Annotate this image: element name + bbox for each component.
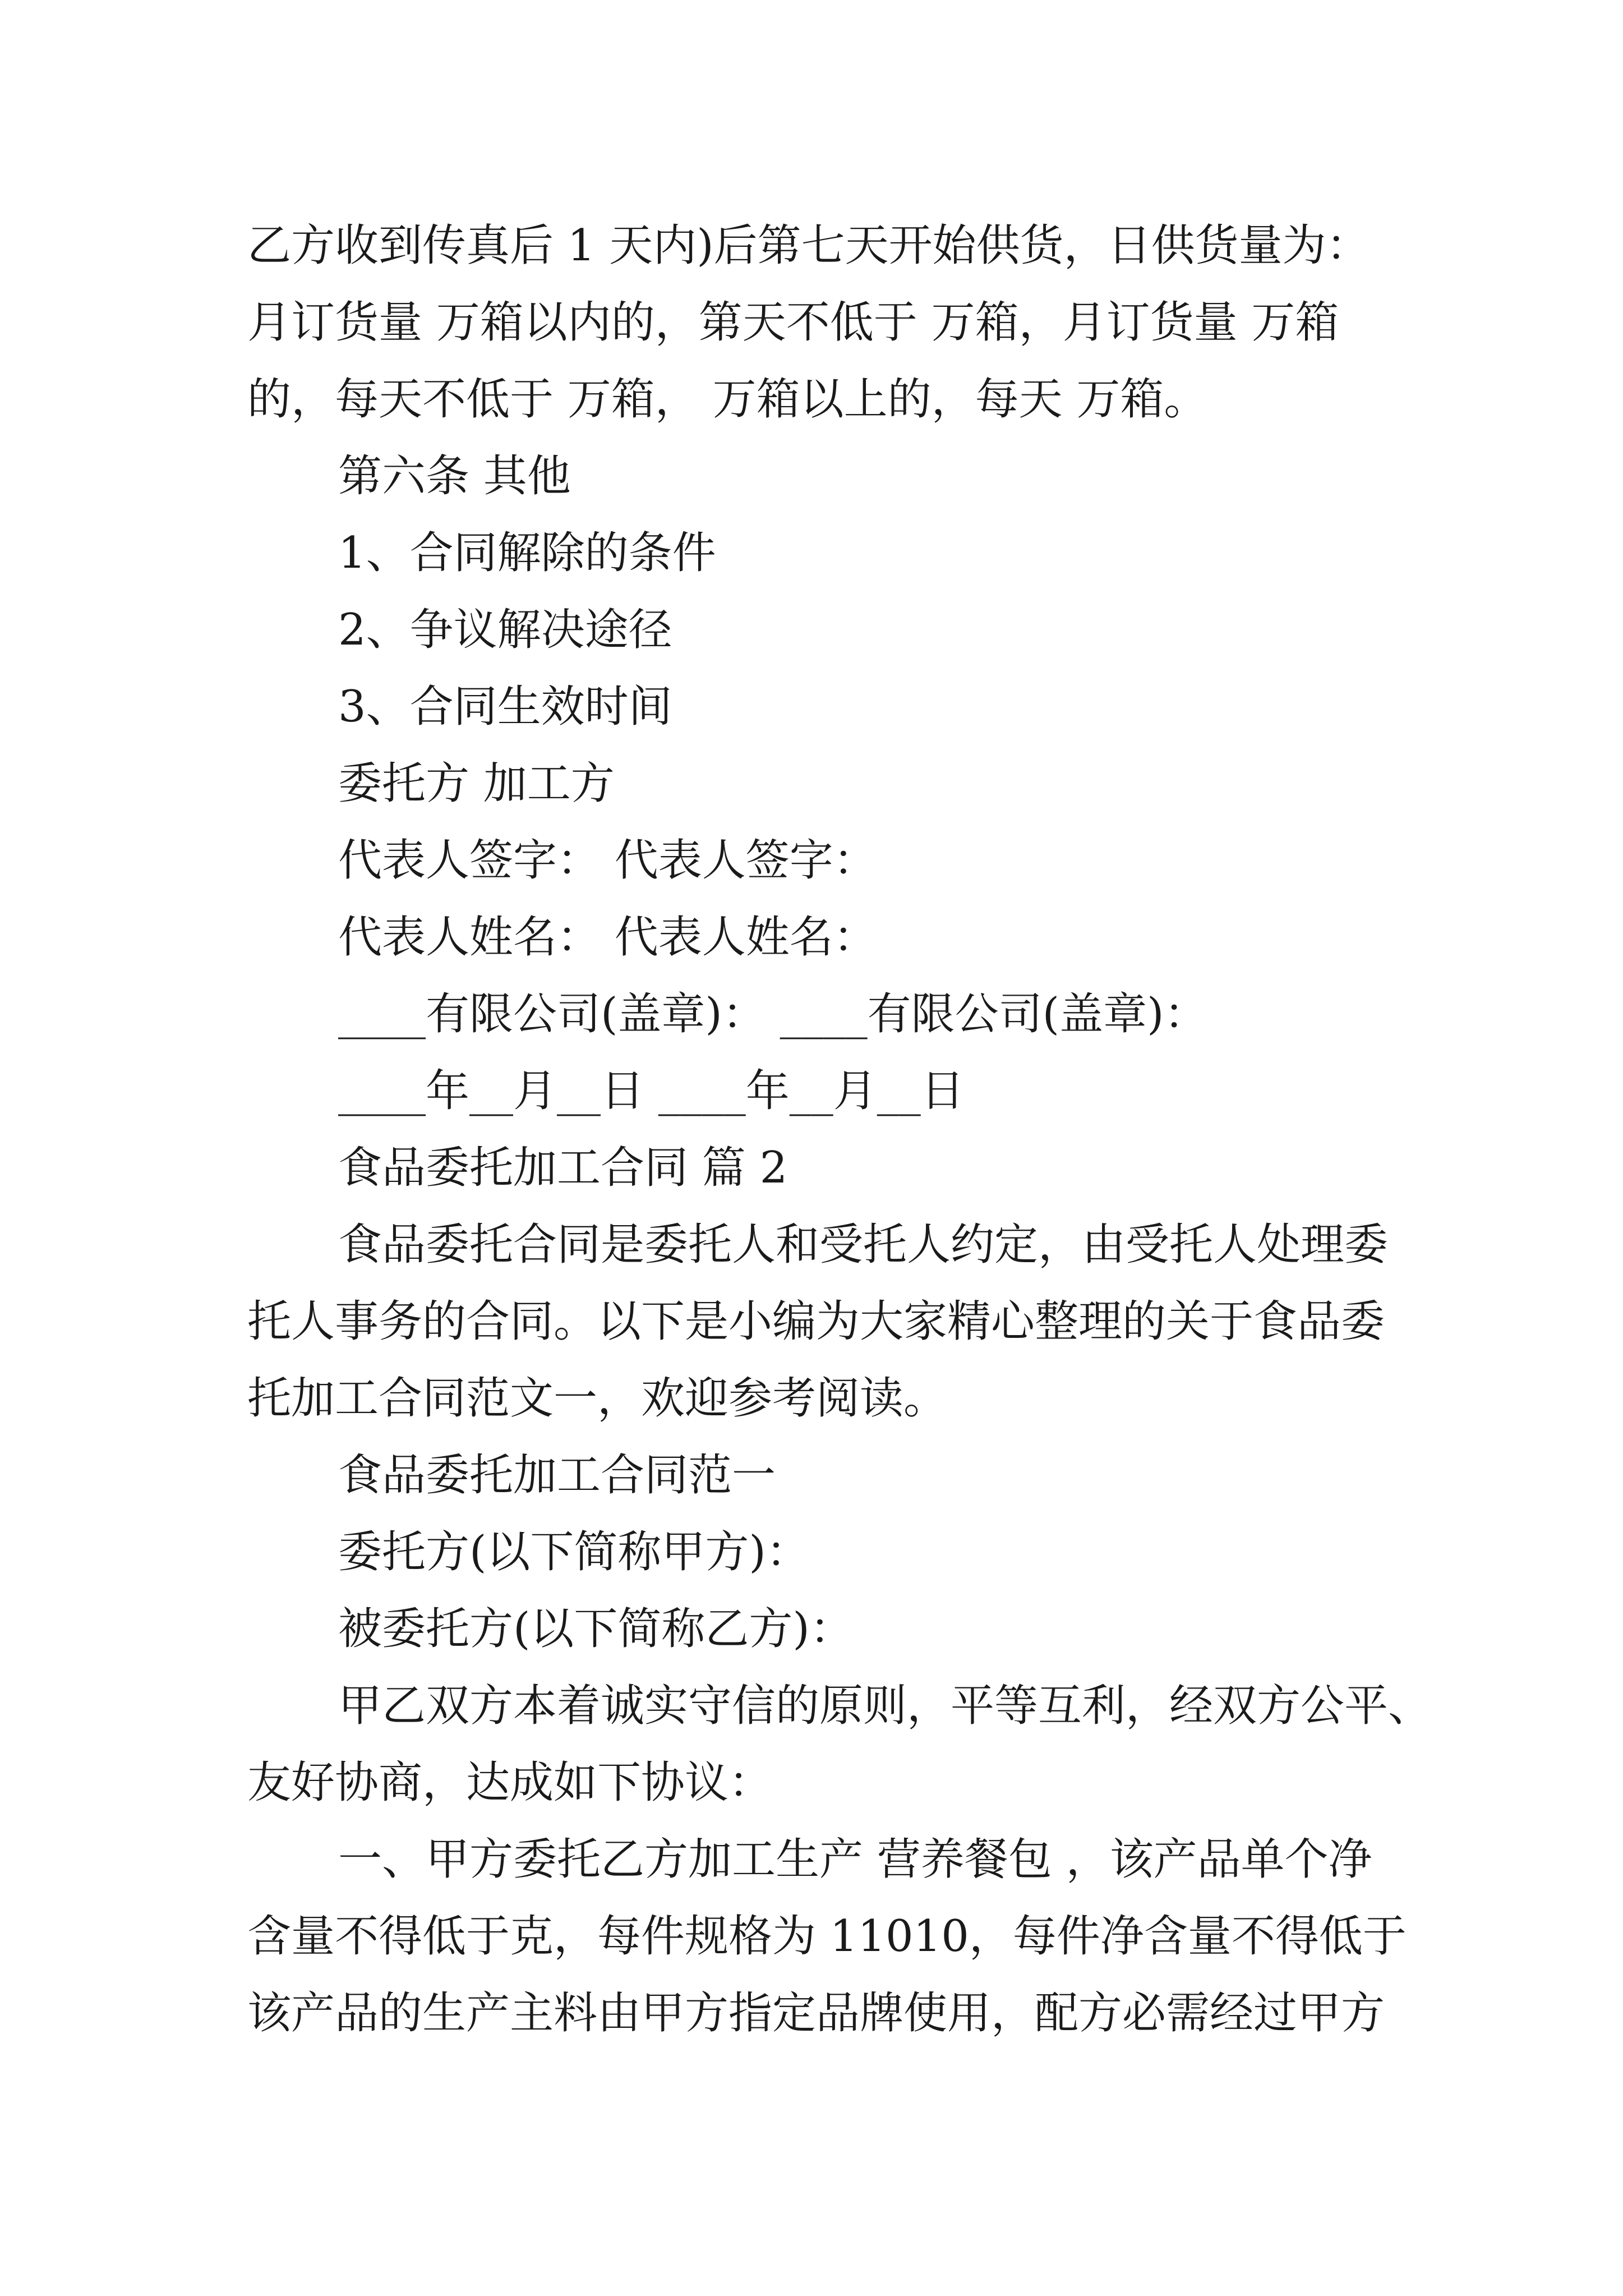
list-item-2: 2、争议解决途径 [338, 605, 672, 655]
signature-company-seal: ____有限公司(盖章)： ____有限公司(盖章)： [338, 989, 1208, 1039]
document-body [247, 208, 1432, 2052]
clause-1-line-3: 该产品的生产主料由甲方指定品牌使用，配方必需经过甲方 [247, 1988, 1385, 2039]
clause-1-line-1: 一、甲方委托乙方加工生产 营养餐包 ，该产品单个净 [338, 1834, 1372, 1885]
contract-sample-title: 食品委托加工合同范一 [338, 1450, 776, 1501]
section-heading-article-6: 第六条 其他 [338, 451, 571, 501]
text-line-3: 的，每天不低于 万箱， 万箱以上的，每天 万箱。 [247, 374, 1208, 425]
paragraph-intro-line-1: 食品委托合同是委托人和受托人约定，由受托人处理委 [338, 1220, 1389, 1270]
paragraph-intro-line-2: 托人事务的合同。以下是小编为大家精心整理的关于食品委 [247, 1296, 1385, 1347]
agreement-preamble-line-1: 甲乙双方本着诚实守信的原则，平等互利，经双方公平、 [338, 1681, 1432, 1731]
clause-1-line-2: 含量不得低于克，每件规格为 11010，每件净含量不得低于 [247, 1911, 1407, 1962]
signature-representative-sign: 代表人签字： 代表人签字： [338, 835, 877, 886]
signature-date: ____年__月__日 ____年__月__日 [338, 1066, 965, 1116]
party-a-label: 委托方(以下简称甲方)： [338, 1527, 810, 1577]
contract-title-part-2: 食品委托加工合同 篇 2 [338, 1143, 788, 1193]
agreement-preamble-line-2: 友好协商，达成如下协议： [247, 1757, 773, 1808]
list-item-3: 3、合同生效时间 [338, 682, 672, 732]
text-line-2: 月订货量 万箱以内的，第天不低于 万箱，月订货量 万箱 [247, 297, 1339, 348]
party-b-label: 被委托方(以下简称乙方)： [338, 1604, 854, 1654]
signature-parties: 委托方 加工方 [338, 758, 615, 809]
paragraph-intro-line-3: 托加工合同范文一，欢迎参考阅读。 [247, 1373, 948, 1424]
signature-representative-name: 代表人姓名： 代表人姓名： [338, 912, 877, 963]
list-item-1: 1、合同解除的条件 [338, 528, 716, 578]
text-line-1: 乙方收到传真后 1 天内)后第七天开始供货，日供货量为： [247, 220, 1370, 271]
